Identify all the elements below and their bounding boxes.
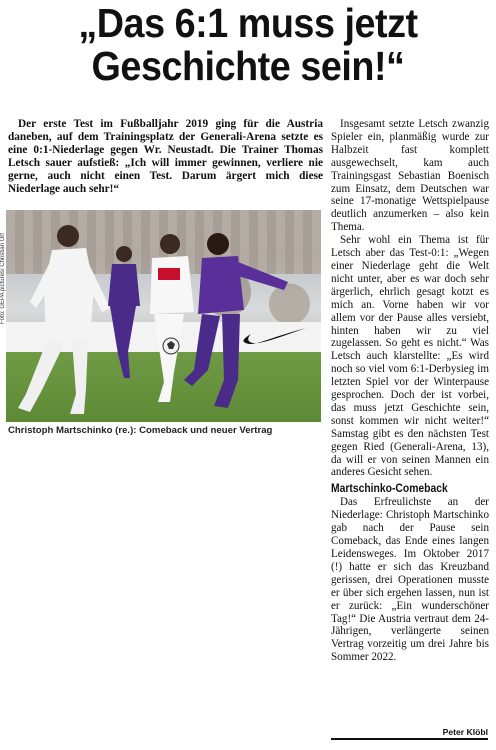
headline-line-1: „Das 6:1 muss jetzt bbox=[78, 0, 418, 46]
photo-player-martschinko bbox=[184, 230, 294, 420]
ball-icon bbox=[161, 336, 181, 356]
photo-credit: Foto: GEPA pictures/ Christian Ort bbox=[0, 233, 6, 324]
author-rule bbox=[331, 738, 488, 740]
article-photo bbox=[6, 210, 321, 422]
headline bbox=[20, 2, 476, 88]
headline-line-2: Geschichte sein!“ bbox=[91, 43, 405, 89]
section-subhead: Martschinko-Comeback bbox=[331, 483, 448, 496]
photo-caption: Christoph Martschinko (re.): Comeback und neuer Vertrag bbox=[8, 425, 273, 436]
intro-paragraph: Der erste Test im Fußballjahr 2019 ging für die Austria daneben, auf dem Trainingsplatz der Generali-Arena setzte es eine 0:1-Niederlage gegen Wr. Neustadt. Die Trainer Thomas Letsch sauer aufstieß: „Ich will immer gewinnen, verliere nie gerne, auch nicht einen Test. Darum ärgert mich diese Niederlage auch sehr!“ bbox=[8, 118, 323, 195]
paragraph-1: Insgesamt setzte Letsch zwanzig Spieler ein, planmäßig wurde zur Halbzeit fast komplett ausgewechselt, kam auch Trainingsgast Sebastian Boenisch zum Einsatz, dem Deutschen war seine 17-monatige Wettspielpause deutlich anzumerken – also kein Thema. bbox=[331, 118, 489, 234]
right-column bbox=[331, 118, 489, 664]
paragraph-2: Sehr wohl ein Thema ist für Letsch aber das Test-0:1: „Wegen einer Niederlage geht die Welt nicht unter, aber es war doch sehr ärgerlich, ehrlich gesagt kotzt es mich an. Vorne haben wir vor allem vor der Pause alles versiebt, hinten haben wir zu viel zugelassen. So geht es nicht.“ Was Letsch auch klarstellte: „Es wird noch so viel vom 6:1-Derbysieg im letzten Spiel vor der Winterpause gesprochen. Doch der ist vorbei, das muss jetzt Geschichte sein, sonst kommen wir nicht weiter!“ Samstag gibt es den nächsten Test gegen Ried (Generali-Arena, 13), da will er von seinen Mannen ein anderes Gesicht sehen. bbox=[331, 234, 489, 479]
author-byline: Peter Klöbl bbox=[442, 727, 488, 737]
paragraph-3: Das Erfreulichste an der Niederlage: Christoph Martschinko gab nach der Pause sein Comeback, das Ende eines langen Leidensweges. Im Oktober 2017 (!) hatte er sich das Kreuzband gerissen, drei Operationen musste er über sich ergehen lassen, nun ist er zurück: „Ein wunderschöner Tag!“ Die Austria vertraut dem 24-Jährigen, verlängerte seinen Vertrag vorzeitig um drei Jahre bis Sommer 2022. bbox=[331, 496, 489, 664]
